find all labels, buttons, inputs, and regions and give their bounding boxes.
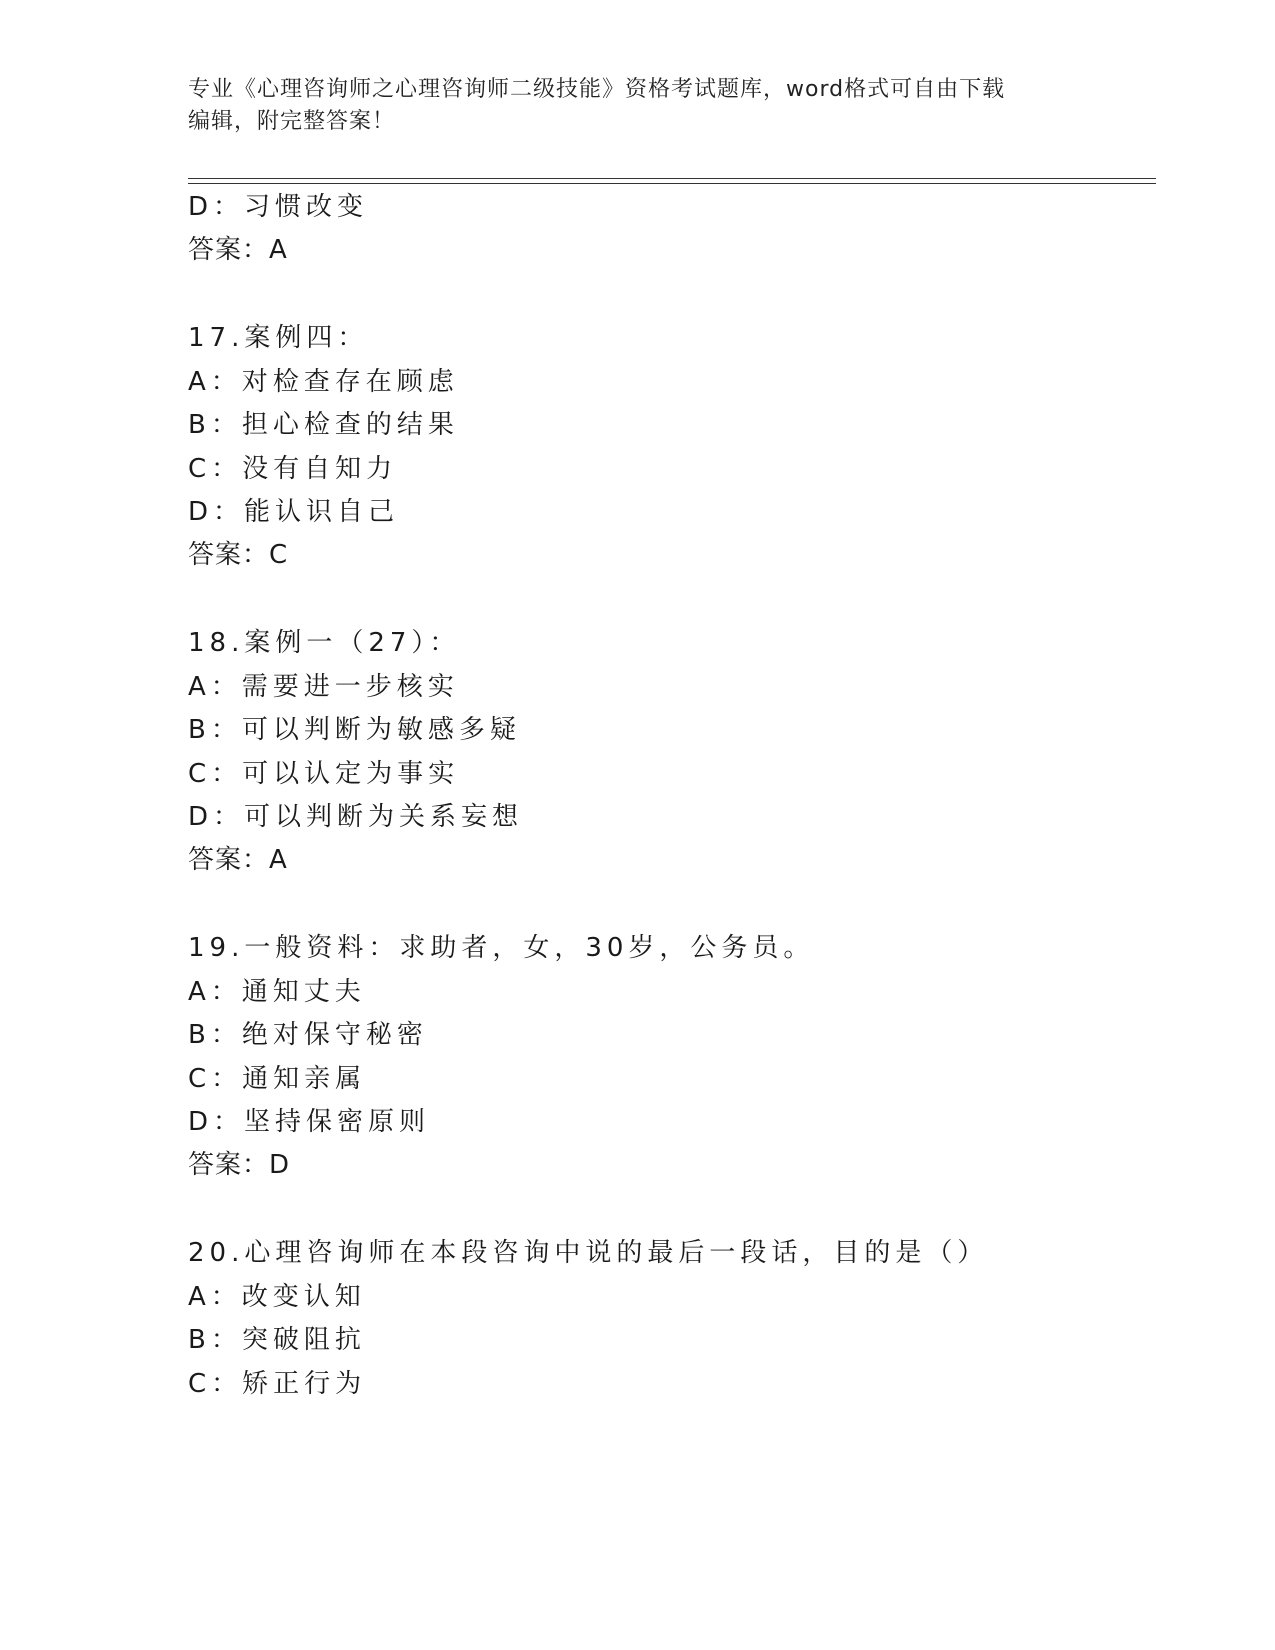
answer-line: 答案：A <box>188 845 288 875</box>
question-20: 20.心理咨询师在本段咨询中说的最后一段话，目的是（） <box>188 1238 989 1268</box>
option-a: A：对检查存在顾虑 <box>188 367 459 397</box>
option-c: C：通知亲属 <box>188 1064 367 1094</box>
header-line-2: 编辑，附完整答案！ <box>188 109 396 134</box>
header-divider-top <box>188 178 1156 179</box>
option-c: C：矫正行为 <box>188 1369 367 1399</box>
option-a: A：需要进一步核实 <box>188 672 459 702</box>
option-c: C：没有自知力 <box>188 454 398 484</box>
option-d: D：坚持保密原则 <box>188 1107 431 1137</box>
option-a: A：通知丈夫 <box>188 977 366 1007</box>
document-header <box>188 74 1088 138</box>
question-19: 19.一般资料：求助者，女，30岁，公务员。 <box>188 933 815 963</box>
question-17: 17.案例四： <box>188 323 369 353</box>
option-a: A：改变认知 <box>188 1282 366 1312</box>
header-line-1: 专业《心理咨询师之心理咨询师二级技能》资格考试题库，word格式可自由下载 <box>188 77 1006 102</box>
answer-line: 答案：D <box>188 1150 291 1180</box>
option-d: D：习惯改变 <box>188 192 369 222</box>
option-b: B：突破阻抗 <box>188 1325 366 1355</box>
option-d: D：能认识自己 <box>188 497 400 527</box>
answer-line: 答案：C <box>188 540 289 570</box>
header-divider-bottom <box>188 183 1156 184</box>
option-b: B：可以判断为敏感多疑 <box>188 715 521 745</box>
answer-line: 答案：A <box>188 235 288 265</box>
option-b: B：绝对保守秘密 <box>188 1020 428 1050</box>
option-d: D：可以判断为关系妄想 <box>188 802 524 832</box>
option-b: B：担心检查的结果 <box>188 410 459 440</box>
question-18: 18.案例一（27）： <box>188 628 461 658</box>
option-c: C：可以认定为事实 <box>188 759 460 789</box>
